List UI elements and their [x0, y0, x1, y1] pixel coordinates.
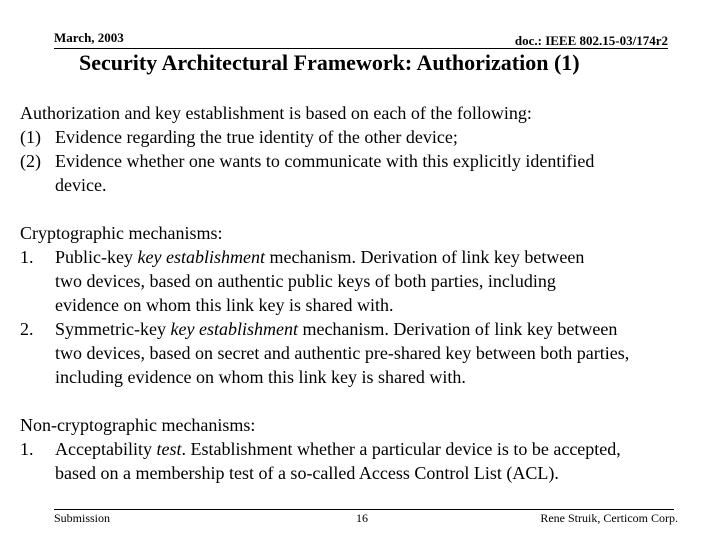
block2-item1-text: Public-key key establishment mechanism. Derivation of link key between — [55, 247, 585, 267]
block2-heading: Cryptographic mechanisms: — [20, 223, 223, 243]
block2-item2-num: 2. — [20, 319, 34, 339]
block2-item2-cont2: including evidence on whom this link key is shared with. — [55, 367, 466, 387]
header-date: March, 2003 — [54, 30, 124, 45]
slide-title: Security Architectural Framework: Authorization (1) — [79, 50, 580, 75]
block2-item2-cont1: two devices, based on secret and authentic pre-shared key between both parties, — [55, 343, 630, 363]
block2-item1-num: 1. — [20, 247, 34, 267]
block1-item2-num: (2) — [20, 151, 41, 171]
footer-submission: Submission — [54, 511, 111, 525]
header-doc-id: doc.: IEEE 802.15-03/174r2 — [514, 33, 668, 48]
block1-item2-text: Evidence whether one wants to communicate with this explicitly identified — [55, 151, 595, 171]
block2-item1-cont1: two devices, based on authentic public keys of both parties, including — [55, 271, 556, 291]
block2-item2-text: Symmetric-key key establishment mechanism. Derivation of link key between — [55, 319, 618, 339]
footer-page-number: 16 — [356, 511, 368, 525]
footer-rule — [54, 509, 674, 510]
block3-item1-cont1: based on a membership test of a so-called Access Control List (ACL). — [55, 463, 559, 483]
block2-item2-emphasis: key establishment — [170, 319, 298, 339]
block1-item1-text: Evidence regarding the true identity of the other device; — [55, 127, 458, 147]
block2-item1-cont2: evidence on whom this link key is shared with. — [55, 295, 394, 315]
block3-item1-text: Acceptability test. Establishment whether a particular device is to be accepted, — [55, 439, 621, 459]
block1-item2-text-cont: device. — [55, 175, 107, 195]
block3-heading: Non-cryptographic mechanisms: — [20, 415, 256, 435]
footer-author: Rene Struik, Certicom Corp. — [540, 511, 678, 525]
block1-intro: Authorization and key establishment is based on each of the following: — [20, 103, 532, 123]
header-rule — [54, 48, 668, 49]
block1-item1-num: (1) — [20, 127, 41, 147]
block3-item1-num: 1. — [20, 439, 34, 459]
block3-item1-emphasis: test — [156, 439, 182, 459]
block2-item1-emphasis: key establishment — [137, 247, 265, 267]
